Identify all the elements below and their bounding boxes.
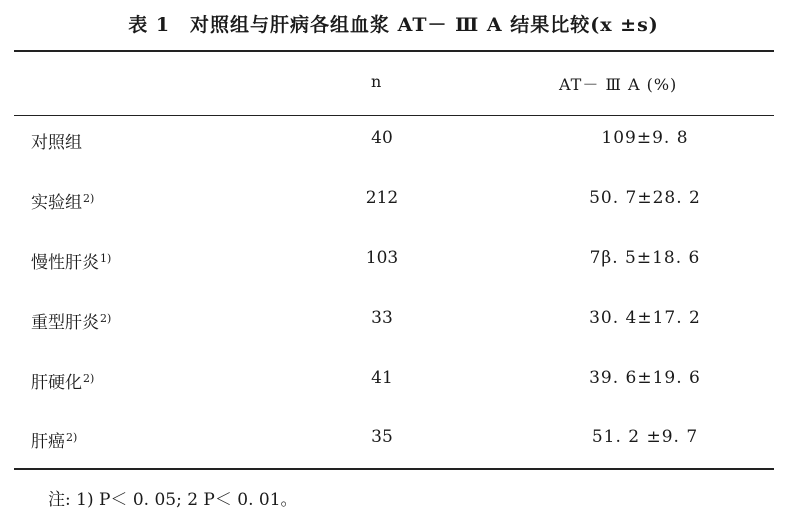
group-name: 肝硬化$^{2)}$ [31, 372, 95, 393]
table-row [0, 248, 787, 278]
group-name: 慢性肝炎$^{1)}$ [31, 252, 112, 273]
group-name: 实验组$^{2)}$ [31, 192, 95, 213]
group-n: 41 [371, 368, 393, 388]
table-row [0, 308, 787, 338]
table-title: 表 1 对照组与肝病各组血浆 AT－ Ⅲ A 结果比较(x ±s) [128, 14, 659, 36]
table-row [0, 427, 787, 457]
group-value: 30. 4±17. 2 [589, 308, 701, 328]
group-n: 40 [371, 128, 393, 148]
group-value: 7β. 5±18. 6 [589, 248, 701, 268]
header-at-iii-a: AT－ Ⅲ A (%) [559, 75, 678, 94]
group-n: 212 [365, 188, 399, 208]
top-rule [14, 50, 774, 52]
header-rule [14, 115, 774, 116]
table-row [0, 128, 787, 158]
table-row [0, 188, 787, 218]
group-name: 重型肝炎$^{2)}$ [31, 312, 112, 333]
table-row [0, 368, 787, 398]
group-value: 50. 7±28. 2 [589, 188, 701, 208]
header-n: n [371, 72, 382, 91]
group-value: 39. 6±19. 6 [589, 368, 701, 388]
group-value: 109±9. 8 [601, 128, 689, 148]
bottom-rule [14, 468, 774, 470]
group-name: 肝癌$^{2)}$ [31, 431, 78, 452]
group-value: 51. 2 ±9. 7 [591, 427, 699, 447]
table-footnote: 注: 1) P＜ 0. 05; 2 P＜ 0. 01。 [48, 490, 298, 510]
group-n: 103 [365, 248, 399, 268]
group-n: 33 [371, 308, 393, 328]
group-name: 对照组 [31, 133, 82, 153]
group-n: 35 [371, 427, 393, 447]
